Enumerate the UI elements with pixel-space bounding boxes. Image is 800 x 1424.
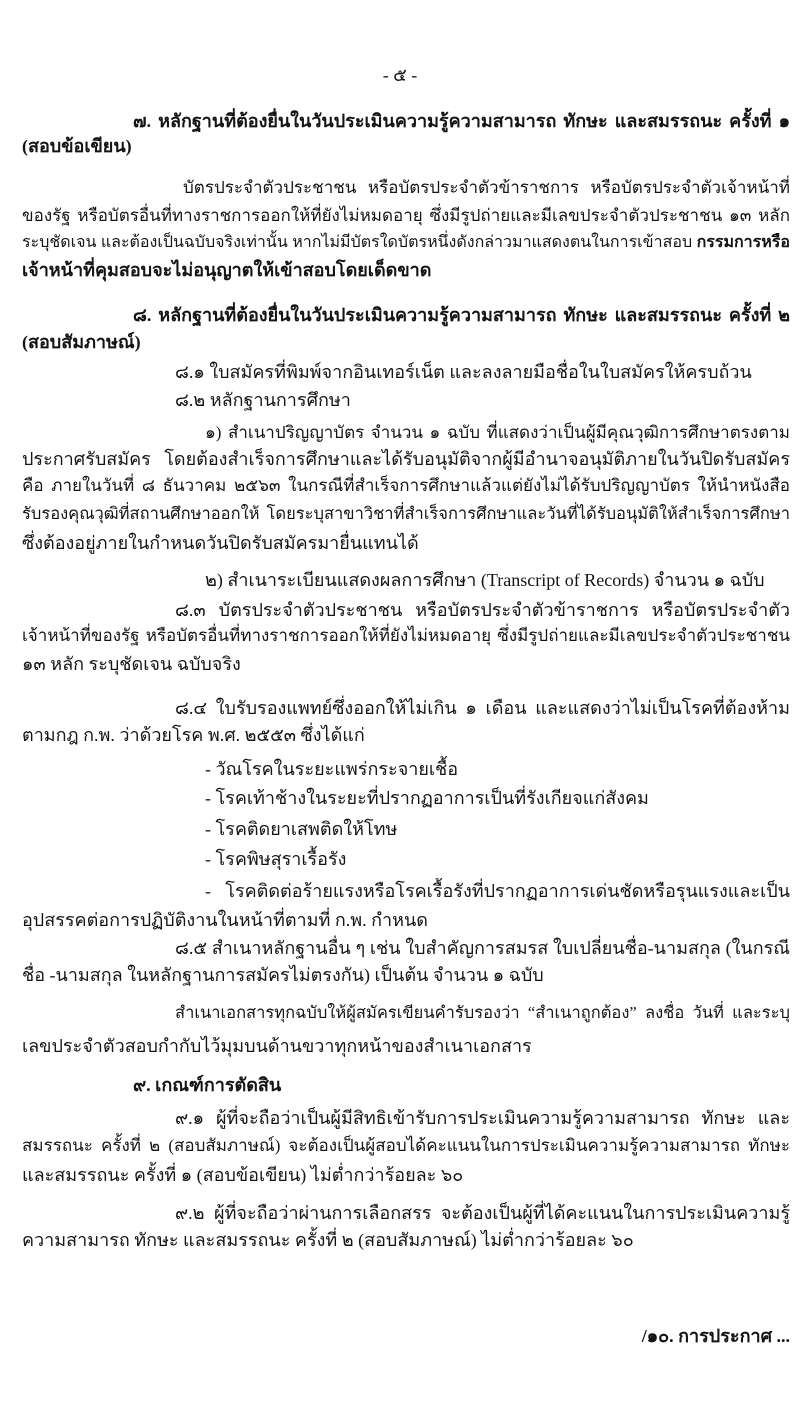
continuation-footer: /๑๐. การประกาศ ... — [641, 1326, 790, 1346]
item-8-5-line: ชื่อ -นามสกุล ในหลักฐานการสมัครไม่ตรงกัน) เป็นต้น จำนวน ๑ ฉบับ — [22, 965, 544, 985]
disease-list-item: - โรคเท้าช้างในระยะที่ปรากฏอาการเป็นที่รังเกียจแก่สังคม — [205, 788, 649, 808]
item-8-3-line: ๘.๓ บัตรประจำตัวประชาชน หรือบัตรประจำตัวข้าราชการ หรือบัตรประจำตัว — [175, 600, 790, 620]
section-8-subheading: (สอบสัมภาษณ์) — [22, 332, 141, 352]
item-8-2-1-line: ประกาศรับสมัคร โดยต้องสำเร็จการศึกษาและได้รับอนุมัติจากผู้มีอำนาจอนุมัติภายในวันปิดรับสมัคร — [22, 449, 790, 469]
item-8-2-2: ๒) สำเนาระเบียนแสดงผลการศึกษา (Transcript of Records) จำนวน ๑ ฉบับ — [205, 570, 765, 590]
item-9-1-line: สมรรถนะ ครั้งที่ ๒ (สอบสัมภาษณ์) จะต้องเป็นผู้สอบได้คะแนนในการประเมินความรู้ความสามารถ ทักษะ — [22, 1136, 790, 1155]
item-8-2: ๘.๒ หลักฐานการศึกษา — [175, 390, 351, 410]
item-8-3-line: ๑๓ หลัก ระบุชัดเจน ฉบับจริง — [22, 654, 241, 674]
item-9-1-line: ๙.๑ ผู้ที่จะถือว่าเป็นผู้มีสิทธิเข้ารับการประเมินความรู้ความสามารถ ทักษะ และ — [175, 1108, 790, 1128]
item-8-2-1-line: คือ ภายในวันที่ ๘ ธันวาคม ๒๕๖๓ ในกรณีที่สำเร็จการศึกษาแล้วแต่ยังไม่ได้รับปริญญาบัตร ให้นำหนังสือ — [22, 476, 790, 495]
copy-note-line: เลขประจำตัวสอบกำกับไว้มุมบนด้านขวาทุกหน้าของสำเนาเอกสาร — [22, 1036, 532, 1056]
section-7-body-line: บัตรประจำตัวประชาชน หรือบัตรประจำตัวข้าราชการ หรือบัตรประจำตัวเจ้าหน้าที่ — [183, 178, 790, 197]
disease-list-item-continued: อุปสรรคต่อการปฏิบัติงานในหน้าที่ตามที่ ก.พ. กำหนด — [22, 910, 428, 930]
disease-list-item: - โรคติดต่อร้ายแรงหรือโรคเรื้อรังที่ปรากฏอาการเด่นชัดหรือรุนแรงและเป็น — [205, 881, 790, 901]
section-9-heading: ๙. เกณฑ์การตัดสิน — [133, 1075, 282, 1095]
item-8-2-1-line: รับรองคุณวุฒิที่สถานศึกษาออกให้ โดยระบุสาขาวิชาที่สำเร็จการศึกษาและวันที่ได้รับอนุมัติให้สำเร็จการศึกษา — [22, 504, 790, 523]
section-8-heading: ๘. หลักฐานที่ต้องยื่นในวันประเมินความรู้ความสามารถ ทักษะ และสมรรถนะ ครั้งที่ ๒ — [133, 305, 790, 325]
item-9-2-line: ๙.๒ ผู้ที่จะถือว่าผ่านการเลือกสรร จะต้องเป็นผู้ที่ได้คะแนนในการประเมินความรู้ — [175, 1203, 790, 1223]
item-8-5-line: ๘.๕ สำเนาหลักฐานอื่น ๆ เช่น ใบสำคัญการสมรส ใบเปลี่ยนชื่อ-นามสกุล (ในกรณี — [175, 938, 790, 958]
item-8-3-line: เจ้าหน้าที่ของรัฐ หรือบัตรอื่นที่ทางราชการออกให้ที่ยังไม่หมดอายุ ซึ่งมีรูปถ่ายและมีเลขประจำตัวประชาชน — [22, 626, 790, 645]
section-7-body-line: ของรัฐ หรือบัตรอื่นที่ทางราชการออกให้ที่ยังไม่หมดอายุ ซึ่งมีรูปถ่ายและมีเลขประจำตัวประชาชน ๑๓ หลัก — [22, 206, 790, 225]
item-8-4-line: ๘.๔ ใบรับรองแพทย์ซึ่งออกให้ไม่เกิน ๑ เดือน และแสดงว่าไม่เป็นโรคที่ต้องห้าม — [175, 698, 790, 718]
page-number: - ๕ - — [382, 65, 418, 85]
item-9-2-line: ความสามารถ ทักษะ และสมรรถนะ ครั้งที่ ๒ (สอบสัมภาษณ์) ไม่ต่ำกว่าร้อยละ ๖๐ — [22, 1230, 634, 1250]
item-8-4-line: ตามกฎ ก.พ. ว่าด้วยโรค พ.ศ. ๒๕๕๓ ซึ่งได้แก่ — [22, 725, 365, 745]
disease-list-item: - โรคพิษสุราเรื้อรัง — [205, 849, 347, 869]
section-7-heading: ๗. หลักฐานที่ต้องยื่นในวันประเมินความรู้ความสามารถ ทักษะ และสมรรถนะ ครั้งที่ ๑ — [133, 111, 790, 131]
copy-note-line: สำเนาเอกสารทุกฉบับให้ผู้สมัครเขียนคำรับรองว่า “สำเนาถูกต้อง” ลงชื่อ วันที่ และระบุ — [175, 1003, 790, 1022]
section-7-subheading: (สอบข้อเขียน) — [22, 136, 132, 156]
section-7-body-line — [22, 229, 790, 257]
item-9-1-line: และสมรรถนะ ครั้งที่ ๑ (สอบข้อเขียน) ไม่ต่ำกว่าร้อยละ ๖๐ — [22, 1165, 464, 1185]
disease-list-item: - วัณโรคในระยะแพร่กระจายเชื้อ — [205, 759, 459, 779]
section-7-body-bold: กรรมการหรือ — [696, 234, 790, 251]
section-7-body-text: ระบุชัดเจน และต้องเป็นฉบับจริงเท่านั้น หากไม่มีบัตรใดบัตรหนึ่งดังกล่าวมาแสดงตนในการเข้าสอบ — [22, 234, 693, 251]
item-8-2-1-line: ๑) สำเนาปริญญาบัตร จำนวน ๑ ฉบับ ที่แสดงว่าเป็นผู้มีคุณวุฒิการศึกษาตรงตาม — [205, 423, 790, 442]
item-8-1: ๘.๑ ใบสมัครที่พิมพ์จากอินเทอร์เน็ต และลงลายมือชื่อในใบสมัครให้ครบถ้วน — [175, 362, 752, 382]
section-7-body-bold: เจ้าหน้าที่คุมสอบจะไม่อนุญาตให้เข้าสอบโดยเด็ดขาด — [22, 260, 432, 280]
disease-list-item: - โรคติดยาเสพติดให้โทษ — [205, 819, 398, 839]
item-8-2-1-line: ซึ่งต้องอยู่ภายในกำหนดวันปิดรับสมัครมายื่นแทนได้ — [22, 533, 419, 553]
